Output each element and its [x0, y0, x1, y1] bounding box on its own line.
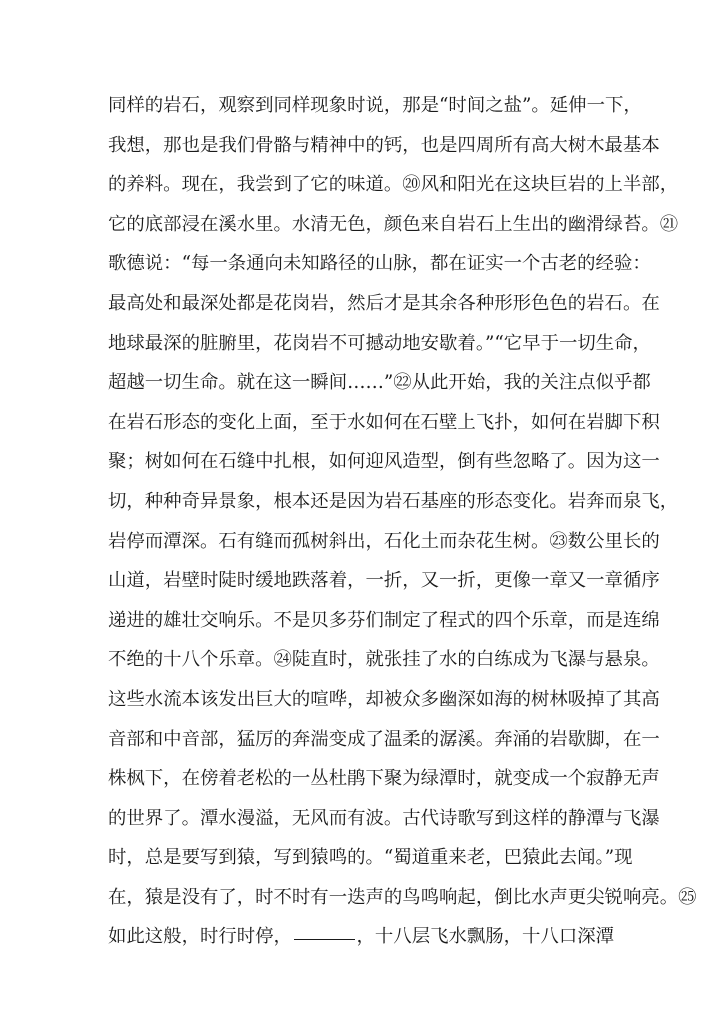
text-line: 地球最深的脏腑里，花岗岩不可撼动地安歇着。”“它早于一切生命， — [108, 332, 651, 354]
text-line: 在岩石形态的变化上面，至于水如何在石壁上飞扑，如何在岩脚下积 — [108, 411, 660, 433]
text-line: 的世界了。潭水漫溢，无风而有波。古代诗歌写到这样的静潭与飞瀑 — [108, 807, 660, 829]
essay-text-block — [108, 86, 697, 957]
text-line: 在，猿是没有了，时不时有一迭声的鸟鸣响起，倒比水声更尖锐响亮。㉕ — [108, 886, 697, 908]
text-line: 岩停而潭深。石有缝而孤树斜出，石化土而杂花生树。㉓数公里长的 — [108, 530, 660, 552]
text-line: 最高处和最深处都是花岗岩，然后才是其余各种形形色色的岩石。在 — [108, 292, 660, 314]
text-line: 聚；树如何在石缝中扎根，如何迎风造型，倒有些忽略了。因为这一 — [108, 451, 660, 473]
text-line: 株枫下，在傍着老松的一丛杜鹃下聚为绿潭时，就变成一个寂静无声 — [108, 768, 660, 790]
text-line: 它的底部浸在溪水里。水清无色，颜色来自岩石上生出的幽滑绿苔。㉑ — [108, 213, 679, 235]
text-after-blank: ，十八层飞水飘肠，十八口深潭 — [356, 926, 614, 948]
text-line: 的养料。现在，我尝到了它的味道。⑳风和阳光在这块巨岩的上半部， — [108, 174, 679, 196]
text-before-blank: 如此这般，时行时停， — [108, 926, 292, 948]
text-line-with-blank — [108, 917, 614, 957]
fill-in-blank — [294, 917, 355, 940]
text-line: 递进的雄壮交响乐。不是贝多芬们制定了程式的四个乐章，而是连绵 — [108, 609, 660, 631]
text-line: 这些水流本该发出巨大的喧哗，却被众多幽深如海的树林吸掉了其高 — [108, 688, 660, 710]
text-line: 不绝的十八个乐章。㉔陡直时，就张挂了水的白练成为飞瀑与悬泉。 — [108, 649, 660, 671]
text-line: 时，总是要写到猿，写到猿鸣的。“蜀道重来老，巴猿此去闻。”现 — [108, 847, 633, 869]
text-line: 歌德说：“每一条通向未知路径的山脉，都在证实一个古老的经验： — [108, 253, 651, 275]
text-line: 超越一切生命。就在这一瞬间……”㉒从此开始，我的关注点似乎都 — [108, 372, 651, 394]
text-line: 音部和中音部，猛厉的奔湍变成了温柔的潺溪。奔涌的岩歇脚，在一 — [108, 728, 660, 750]
text-line: 我想，那也是我们骨骼与精神中的钙，也是四周所有高大树木最基本 — [108, 134, 660, 156]
text-line: 同样的岩石，观察到同样现象时说，那是“时间之盐”。延伸一下， — [108, 95, 642, 116]
text-line: 山道，岩壁时陡时缓地跌落着，一折，又一折，更像一章又一章循序 — [108, 570, 660, 592]
text-line: 切，种种奇异景象，根本还是因为岩石基座的形态变化。岩奔而泉飞， — [108, 490, 679, 512]
